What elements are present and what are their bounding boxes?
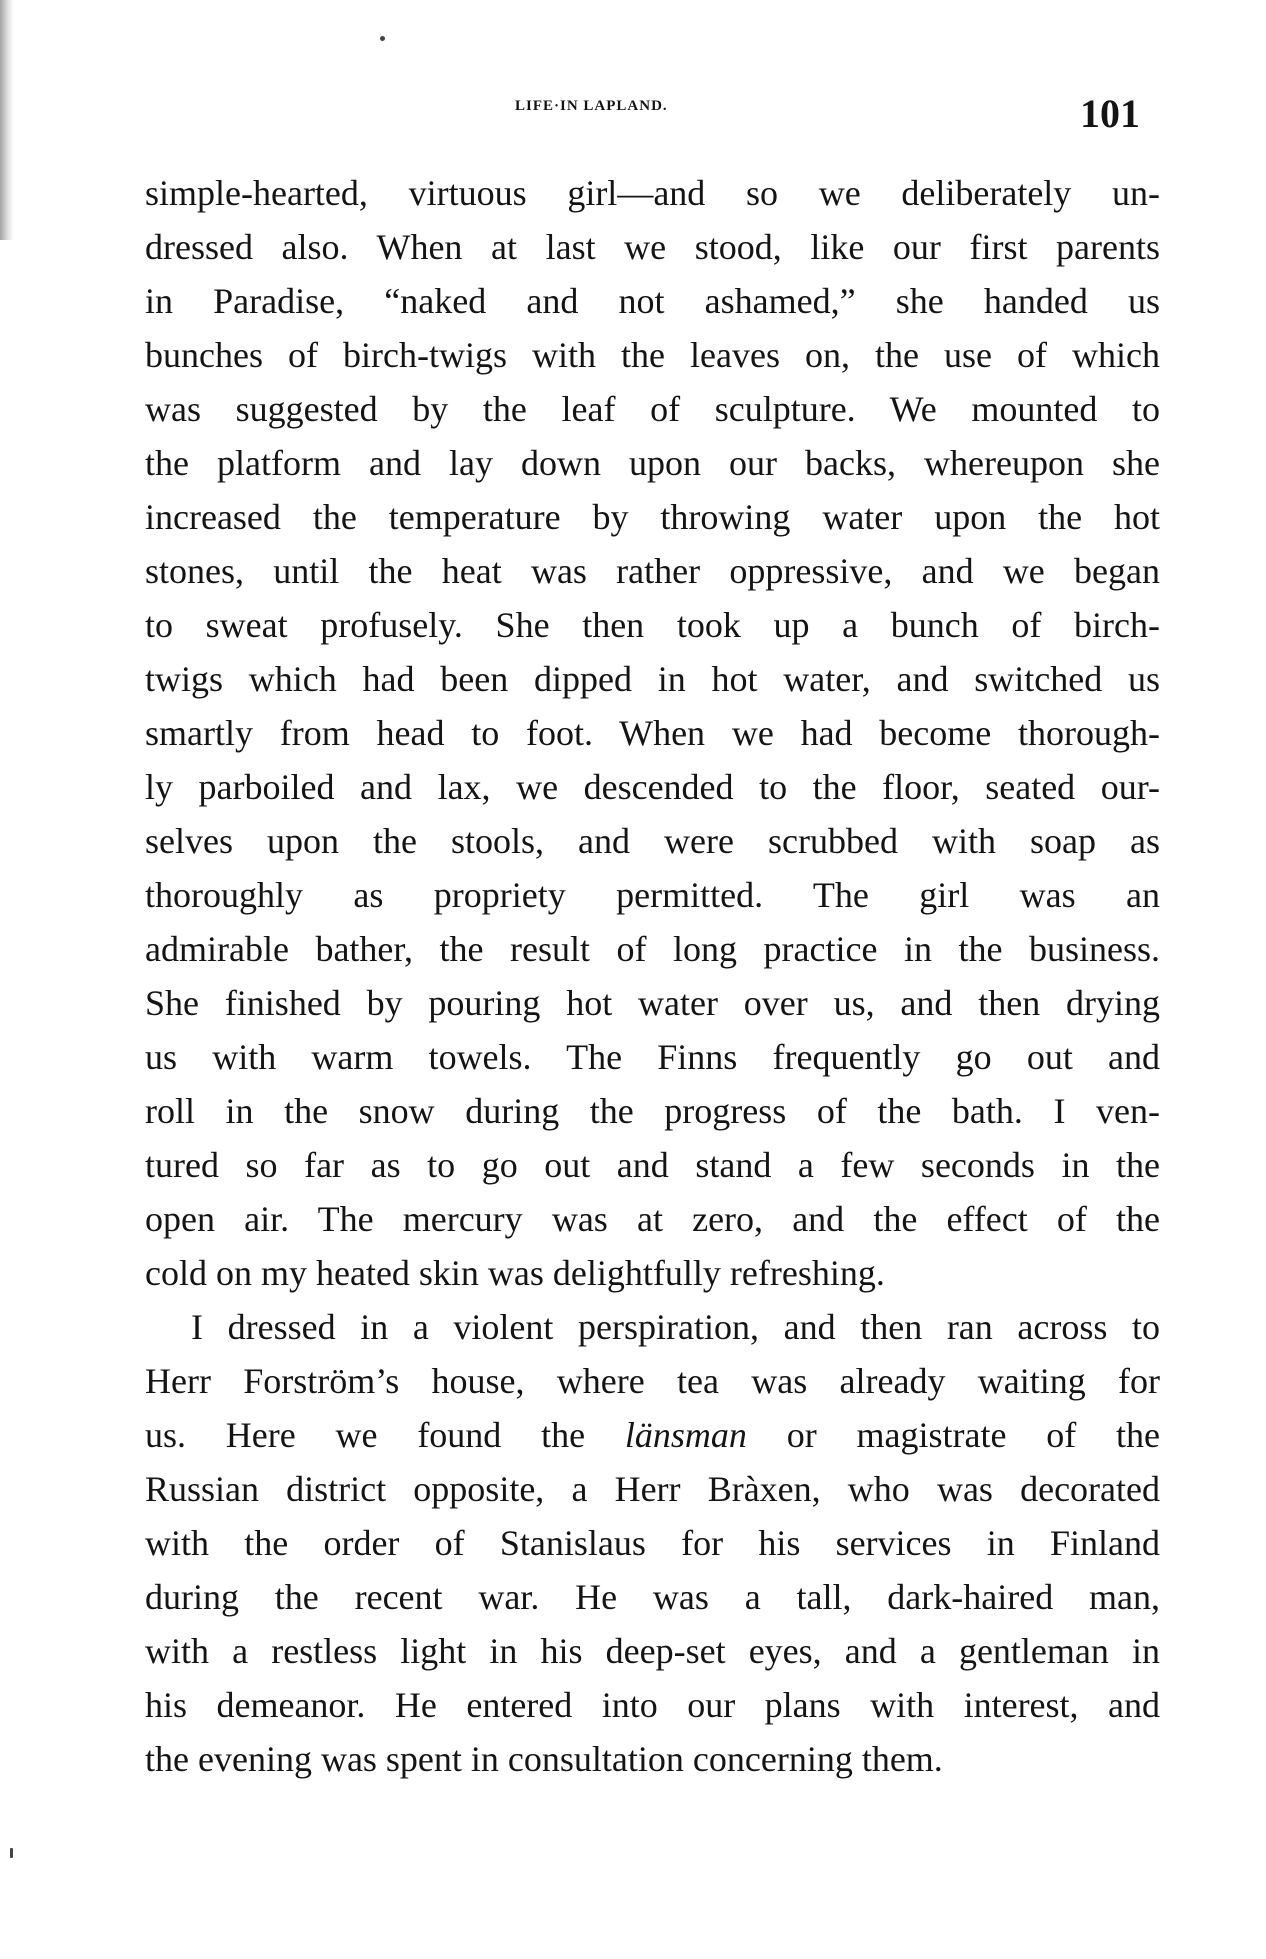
text-line: thoroughly as propriety permitted. The girl was an bbox=[145, 875, 1160, 915]
text-line: the platform and lay down upon our backs, whereupon she bbox=[145, 443, 1160, 483]
text-line: bunches of birch-twigs with the leaves on, the use of which bbox=[145, 335, 1160, 375]
text-line: I dressed in a violent perspiration, and then ran across to bbox=[191, 1307, 1160, 1347]
text-line: the evening was spent in consultation concerning them. bbox=[145, 1739, 943, 1779]
text-line: with a restless light in his deep-set eyes, and a gentleman in bbox=[145, 1631, 1160, 1671]
text-line: She finished by pouring hot water over us, and then drying bbox=[145, 983, 1160, 1023]
text-run: or magistrate of the bbox=[746, 1415, 1160, 1455]
print-speck bbox=[10, 1848, 13, 1858]
text-line: us with warm towels. The Finns frequently go out and bbox=[145, 1037, 1160, 1077]
print-speck bbox=[380, 36, 385, 41]
text-line-with-italic bbox=[145, 1408, 1160, 1462]
text-line: to sweat profusely. She then took up a bunch of birch- bbox=[145, 605, 1160, 645]
text-line: dressed also. When at last we stood, like our first parents bbox=[145, 227, 1160, 267]
text-line: selves upon the stools, and were scrubbed with soap as bbox=[145, 821, 1160, 861]
text-line: roll in the snow during the progress of the bath. I ven- bbox=[145, 1091, 1160, 1131]
text-line: was suggested by the leaf of sculpture. We mounted to bbox=[145, 389, 1160, 429]
text-line: during the recent war. He was a tall, dark-haired man, bbox=[145, 1577, 1160, 1617]
paragraph-2 bbox=[145, 1300, 1160, 1786]
italic-word: länsman bbox=[624, 1415, 747, 1455]
text-line: his demeanor. He entered into our plans with interest, and bbox=[145, 1685, 1160, 1725]
text-line: with the order of Stanislaus for his services in Finland bbox=[145, 1523, 1160, 1563]
text-line: Herr Forström’s house, where tea was already waiting for bbox=[145, 1361, 1160, 1401]
text-line: stones, until the heat was rather oppressive, and we began bbox=[145, 551, 1160, 591]
text-line: cold on my heated skin was delightfully refreshing. bbox=[145, 1253, 885, 1293]
running-title: LIFE·IN LAPLAND. bbox=[515, 98, 668, 114]
text-line: twigs which had been dipped in hot water, and switched us bbox=[145, 659, 1160, 699]
body-text bbox=[145, 166, 1160, 1786]
text-line: smartly from head to foot. When we had become thorough- bbox=[145, 713, 1160, 753]
text-run: us. Here we found the bbox=[145, 1415, 625, 1455]
text-line: increased the temperature by throwing water upon the hot bbox=[145, 497, 1160, 537]
paragraph-1 bbox=[145, 166, 1160, 1300]
text-line: Russian district opposite, a Herr Bràxen, who was decorated bbox=[145, 1469, 1160, 1509]
text-line: tured so far as to go out and stand a few seconds in the bbox=[145, 1145, 1160, 1185]
text-line: ly parboiled and lax, we descended to the floor, seated our- bbox=[145, 767, 1160, 807]
text-line: simple-hearted, virtuous girl—and so we deliberately un- bbox=[145, 173, 1160, 213]
text-line: open air. The mercury was at zero, and the effect of the bbox=[145, 1199, 1160, 1239]
page-number: 101 bbox=[1080, 91, 1140, 136]
text-line: in Paradise, “naked and not ashamed,” she handed us bbox=[145, 281, 1160, 321]
text-line: admirable bather, the result of long practice in the business. bbox=[145, 929, 1160, 969]
binding-shadow bbox=[0, 0, 14, 240]
